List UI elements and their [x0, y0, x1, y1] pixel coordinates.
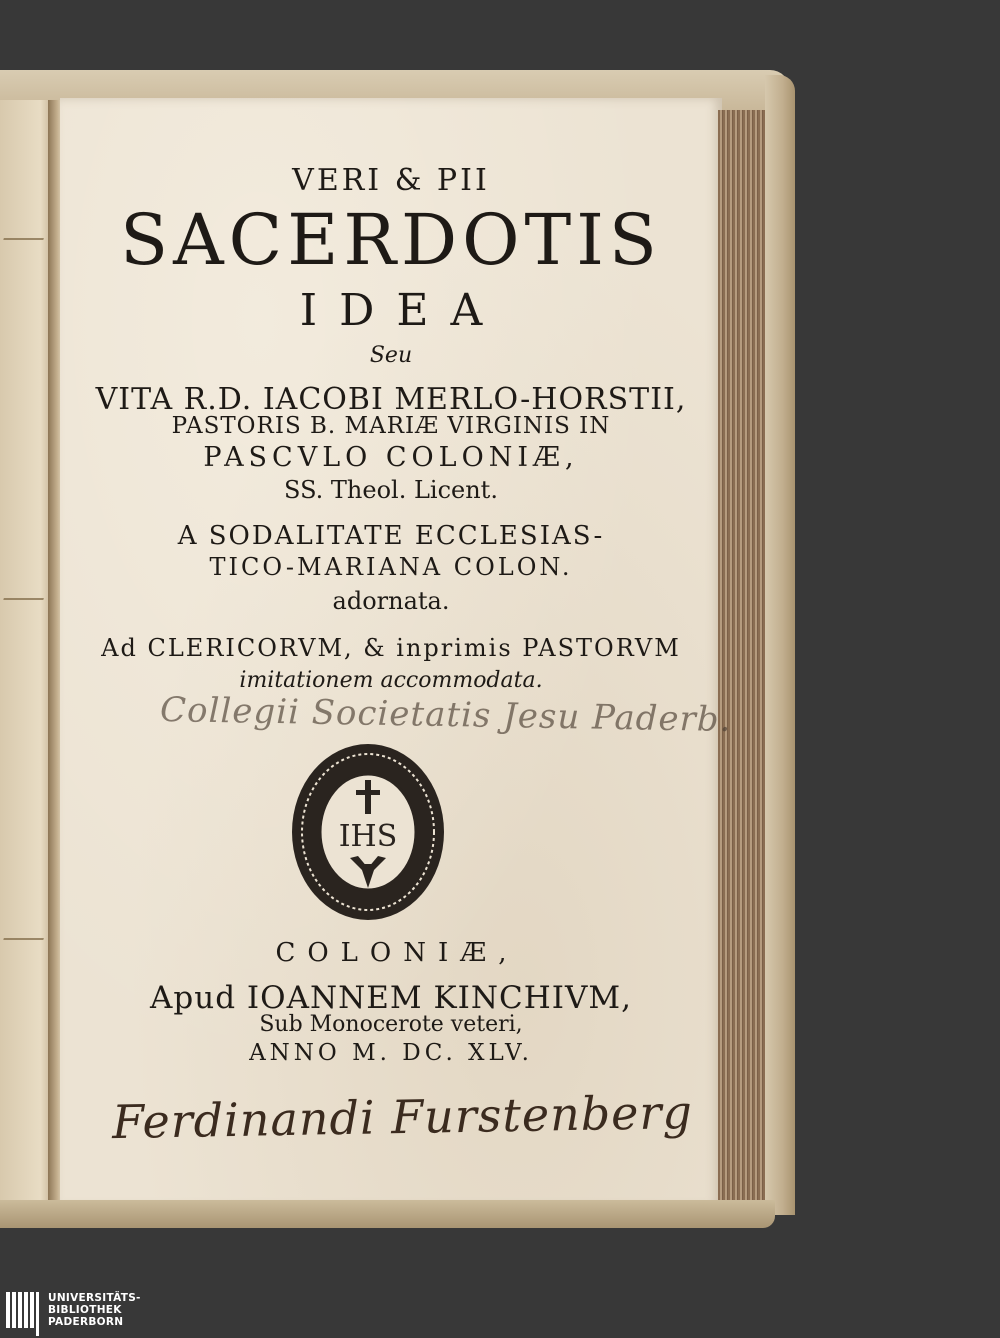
title-idea: IDEA [299, 285, 505, 336]
library-logo-line: BIBLIOTHEK [48, 1304, 122, 1316]
cover-bottom-edge [0, 1200, 775, 1228]
left-page-marginal-mark [3, 920, 48, 940]
library-logo-line: UNIVERSITÄTS- [48, 1292, 141, 1304]
left-page-marginal-mark [3, 580, 48, 600]
imprint-printer: Apud IOANNEM KINCHIVM, [150, 980, 632, 1016]
ownership-inscription-upper: Collegii Societatis Jesu Paderb. [159, 690, 732, 740]
subtitle-vita: VITA R.D. IACOBI MERLO-HORSTII, [95, 382, 687, 417]
ihs-seal-icon [288, 740, 448, 925]
library-logo-icon [6, 1292, 42, 1336]
subtitle-pascvlo: PASCVLO COLONIÆ, [203, 442, 579, 473]
author-sodalitate: A SODALITATE ECCLESIAS- [177, 521, 605, 551]
subtitle-licent: SS. Theol. Licent. [284, 476, 498, 504]
title-main: SACERDOTIS [120, 199, 662, 281]
imprint-city: COLONIÆ, [275, 938, 519, 968]
left-page-marginal-mark [3, 220, 48, 240]
library-logo-text [48, 1292, 141, 1328]
subtitle-pastoris: PASTORIS B. MARIÆ VIRGINIS IN [171, 413, 611, 439]
dedication-imitationem: imitationem accommodata. [239, 668, 543, 693]
imprint-sign: Sub Monocerote veteri, [259, 1012, 523, 1037]
author-mariana: TICO-MARIANA COLON. [209, 553, 573, 581]
seal-monogram: IHS [338, 819, 398, 854]
title-line-1: VERI & PII [292, 163, 490, 198]
cover-right-edge [765, 75, 795, 1215]
library-logo-line: PADERBORN [48, 1316, 124, 1328]
ownership-signature: Ferdinandi Furstenberg [111, 1084, 694, 1150]
imprint-year: ANNO M. DC. XLV. [249, 1040, 533, 1066]
dedication-clericorum: Ad CLERICORVM, & inprimis PASTORVM [101, 634, 681, 662]
library-logo [6, 1292, 156, 1336]
author-adornata: adornata. [332, 587, 450, 615]
title-seu: Seu [369, 343, 413, 368]
fore-edge [718, 110, 772, 1205]
